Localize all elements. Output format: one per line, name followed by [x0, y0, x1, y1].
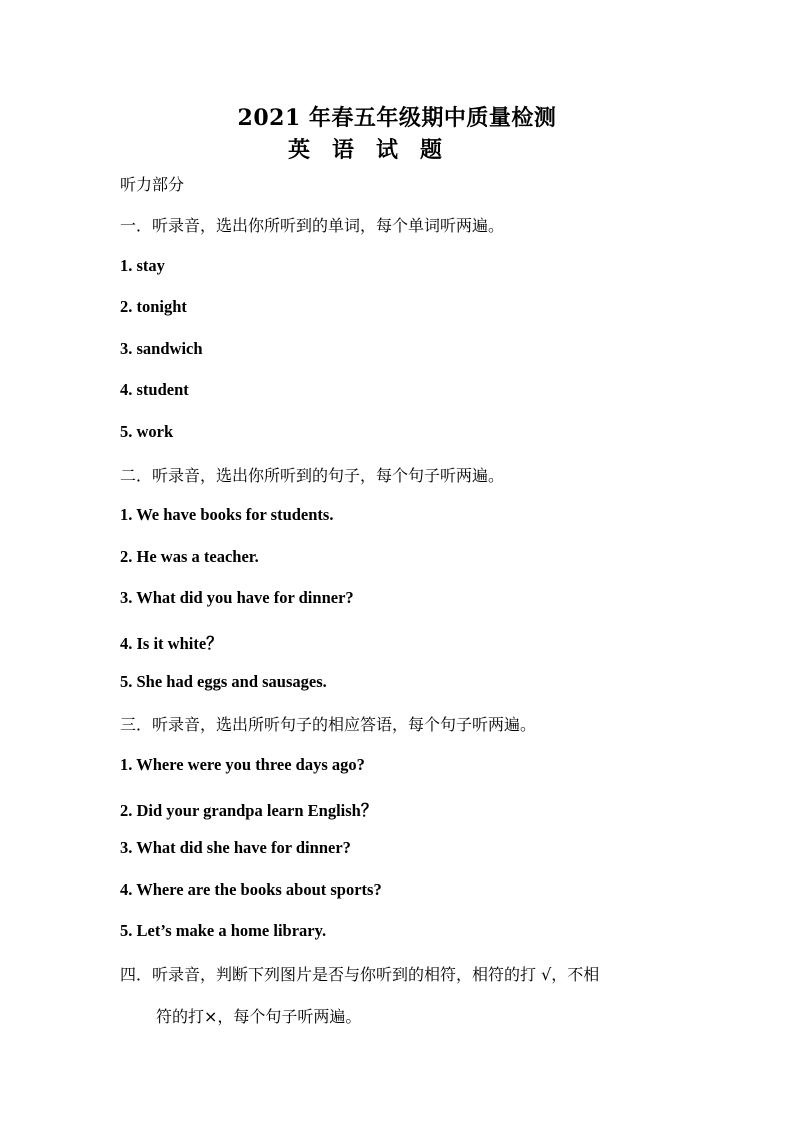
section-2-item-1: 1. We have books for students.: [120, 505, 334, 524]
section-1-item-2: 2. tonight: [120, 297, 187, 316]
section-4-heading: 四．听录音，判断下列图片是否与你听到的相符，相符的打 √，不相: [120, 965, 600, 984]
listening-section-label: 听力部分: [120, 175, 185, 194]
section-2-item-2: 2. He was a teacher.: [120, 547, 259, 566]
section-3-item-3: 3. What did she have for dinner?: [120, 838, 351, 857]
section-3-item-4: 4. Where are the books about sports?: [120, 880, 382, 899]
page-subtitle: 英语试题: [288, 137, 465, 163]
section-1-item-3: 3. sandwich: [120, 339, 203, 358]
section-2-heading: 二．听录音，选出你所听到的句子，每个句子听两遍。: [120, 466, 505, 485]
section-3-heading: 三．听录音，选出所听句子的相应答语，每个句子听两遍。: [120, 715, 537, 734]
section-2-item-5: 5. She had eggs and sausages.: [120, 672, 327, 691]
section-1-item-5: 5. work: [120, 422, 174, 441]
page-title: 2021 年春五年级期中质量检测: [237, 105, 557, 131]
section-4-heading-continued: 符的打×，每个句子听两遍。: [156, 1007, 362, 1026]
section-3-item-2: 2. Did your grandpa learn English？: [120, 801, 378, 820]
section-1-item-4: 4. student: [120, 380, 189, 399]
section-3-item-5: 5. Let’s make a home library.: [120, 921, 327, 940]
section-1-item-1: 1. stay: [120, 256, 165, 275]
section-2-item-4: 4. Is it white？: [120, 634, 223, 653]
section-2-item-3: 3. What did you have for dinner?: [120, 588, 354, 607]
section-1-heading: 一．听录音，选出你所听到的单词，每个单词听两遍。: [120, 216, 505, 235]
section-3-item-1: 1. Where were you three days ago?: [120, 755, 365, 774]
